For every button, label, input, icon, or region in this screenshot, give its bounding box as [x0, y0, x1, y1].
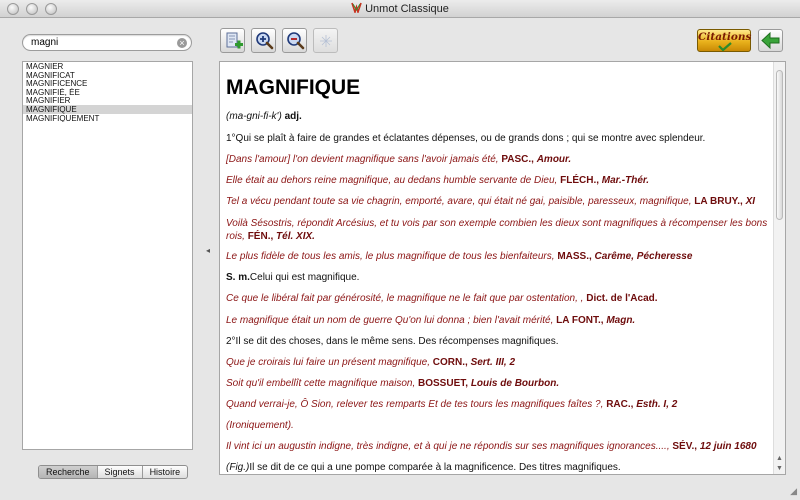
- quote: [226, 174, 771, 187]
- quote: [226, 356, 771, 369]
- mode-tabs: [38, 465, 188, 479]
- quote-text: Elle était au dehors reine magnifique, au dedans humble servante de Dieu,: [226, 175, 558, 186]
- back-arrow-icon: [759, 30, 782, 51]
- quote: [226, 398, 771, 411]
- citations-button[interactable]: [697, 29, 751, 52]
- definition-view[interactable]: [219, 61, 786, 475]
- quote-text: Ce que le libéral fait par générosité, le magnifique ne le fait que par ostentation, ,: [226, 293, 584, 304]
- tab-signets[interactable]: Signets: [98, 466, 143, 478]
- add-document-icon: [223, 31, 244, 52]
- fig-definition: Il se dit de ce qui a une pompe comparée à la magnificence. Des titres magnifiques.: [249, 462, 621, 473]
- list-item[interactable]: MAGNIFICAT: [26, 70, 75, 80]
- quote-author: RAC.,: [606, 399, 634, 410]
- scroll-thumb[interactable]: [776, 70, 783, 220]
- sparkle-icon: [316, 31, 337, 52]
- quote-author: CORN.,: [432, 357, 468, 368]
- quote-work: Magn.: [606, 315, 636, 326]
- back-button[interactable]: [758, 29, 783, 52]
- sparkle-button[interactable]: [313, 28, 338, 53]
- fig-label: (Fig.): [226, 462, 250, 473]
- quote-work: Louis de Bourbon.: [470, 378, 560, 389]
- tab-recherche[interactable]: Recherche: [39, 466, 98, 478]
- quote: [226, 440, 771, 453]
- page-title: MAGNIFIQUE: [226, 76, 361, 99]
- quote-text: Il vint ici un augustin indigne, très indigne, et à qui je ne répondis sur ses magnifiques ignorances....,: [226, 441, 670, 452]
- quote: [226, 195, 771, 208]
- substantive-line: [226, 271, 771, 284]
- zoom-in-icon: [254, 31, 275, 52]
- quote-work: XI: [745, 196, 756, 207]
- list-item[interactable]: MAGNIFIQUEMENT: [26, 113, 100, 123]
- zoom-out-button[interactable]: [282, 28, 307, 53]
- quote: [226, 217, 771, 243]
- quote: [226, 292, 771, 305]
- quote-text: [Dans l'amour] l'on devient magnifique sans l'avoir jamais été,: [226, 154, 499, 165]
- tab-histoire[interactable]: Histoire: [149, 467, 181, 477]
- quote-text: Le plus fidèle de tous les amis, le plus magnifique de tous les bienfaiteurs,: [226, 251, 555, 262]
- quote-author: BOSSUET,: [418, 378, 469, 389]
- quote-author: LA BRUY.,: [694, 196, 743, 207]
- quote-text: Le magnifique était un nom de guerre Qu'on lui donna ; bien l'avait mérité,: [226, 315, 554, 326]
- definition-1: 1°Qui se plaît à faire de grandes et éclatantes dépenses, ou de grands dons ; qui se montre avec splendeur.: [226, 133, 706, 144]
- search-field[interactable]: [22, 34, 192, 51]
- check-icon: [718, 42, 732, 51]
- definition-2: 2°Il se dit des choses, dans le même sens. Des récompenses magnifiques.: [226, 336, 559, 347]
- sm-label: S. m.: [226, 272, 250, 283]
- citations-label: Citations: [698, 31, 752, 43]
- word-list[interactable]: [22, 61, 193, 450]
- quote-author: PASC.,: [501, 154, 534, 165]
- list-item[interactable]: MAGNIFICENCE: [26, 79, 88, 88]
- resize-grip-icon[interactable]: ◢: [790, 486, 797, 496]
- quote-author: FLÉCH.,: [560, 175, 599, 186]
- quote-text: Voilà Sésostris, répondit Arcésius, et tu vois par son exemple combien les dieux sont magnifiques à récompenser les bons: [226, 218, 768, 229]
- quote: [226, 377, 771, 390]
- quote-text: Soit qu'il embellît cette magnifique maison,: [226, 378, 416, 389]
- quote: [226, 153, 771, 166]
- quote-author: SÉV.,: [672, 441, 698, 452]
- list-item-selected[interactable]: MAGNIFIQUE: [23, 105, 192, 114]
- list-item[interactable]: MAGNIFIÉ, ÉE: [26, 87, 80, 97]
- quote-work: Carême, Pécheresse: [594, 251, 693, 262]
- quote-work: Mar.-Thér.: [601, 175, 650, 186]
- quote-author: Dict. de l'Acad.: [586, 293, 658, 304]
- quote-work: Amour.: [536, 154, 572, 165]
- quote-work: Tél. XIX.: [276, 231, 315, 242]
- zoom-in-button[interactable]: [251, 28, 276, 53]
- search-input[interactable]: [31, 36, 171, 49]
- quote-work: 12 juin 1680: [699, 441, 757, 452]
- part-of-speech: adj.: [284, 111, 302, 122]
- list-item[interactable]: MAGNIER: [26, 62, 64, 71]
- dictionary-entry: [226, 62, 768, 473]
- figurative-line: [226, 461, 771, 474]
- quote-text: Quand verrai-je, Ô Sion, relever tes remparts Et de tes tours les magnifiques faîtes ?,: [226, 399, 604, 410]
- scroll-up-arrow-icon[interactable]: ▲: [776, 455, 783, 462]
- quote: [226, 314, 771, 327]
- quote-work: Sert. III, 2: [470, 357, 516, 368]
- quote-author: LA FONT.,: [556, 315, 604, 326]
- split-view-handle[interactable]: ◂: [206, 246, 211, 255]
- vertical-scrollbar[interactable]: [773, 62, 785, 474]
- scroll-down-arrow-icon[interactable]: ▼: [776, 465, 783, 472]
- quote-text-cont: rois,: [226, 231, 245, 242]
- zoom-out-icon: [285, 31, 306, 52]
- sm-definition: Celui qui est magnifique.: [249, 272, 360, 283]
- quote-text: Que je croirais lui faire un présent magnifique,: [226, 357, 430, 368]
- ironic-label: (Ironiquement).: [226, 420, 294, 431]
- window-title: Unmot Classique: [365, 3, 449, 15]
- pronunciation: (ma-gni-fi-k'): [226, 111, 282, 122]
- app-icon: [351, 2, 362, 13]
- quote-text: Tel a vécu pendant toute sa vie chagrin, emporté, avare, qui était né gai, paisible, paresseux, magnifique,: [226, 196, 692, 207]
- quote-author: MASS.,: [557, 251, 592, 262]
- title-bar: [0, 0, 800, 18]
- pronunciation-line: [226, 110, 771, 123]
- add-bookmark-button[interactable]: [220, 28, 245, 53]
- clear-search-icon[interactable]: ×: [177, 38, 187, 48]
- list-item[interactable]: MAGNIFIER: [26, 96, 71, 105]
- quote-work: Esth. I, 2: [636, 399, 678, 410]
- quote-author: FÉN.,: [247, 231, 274, 242]
- quote: [226, 250, 771, 263]
